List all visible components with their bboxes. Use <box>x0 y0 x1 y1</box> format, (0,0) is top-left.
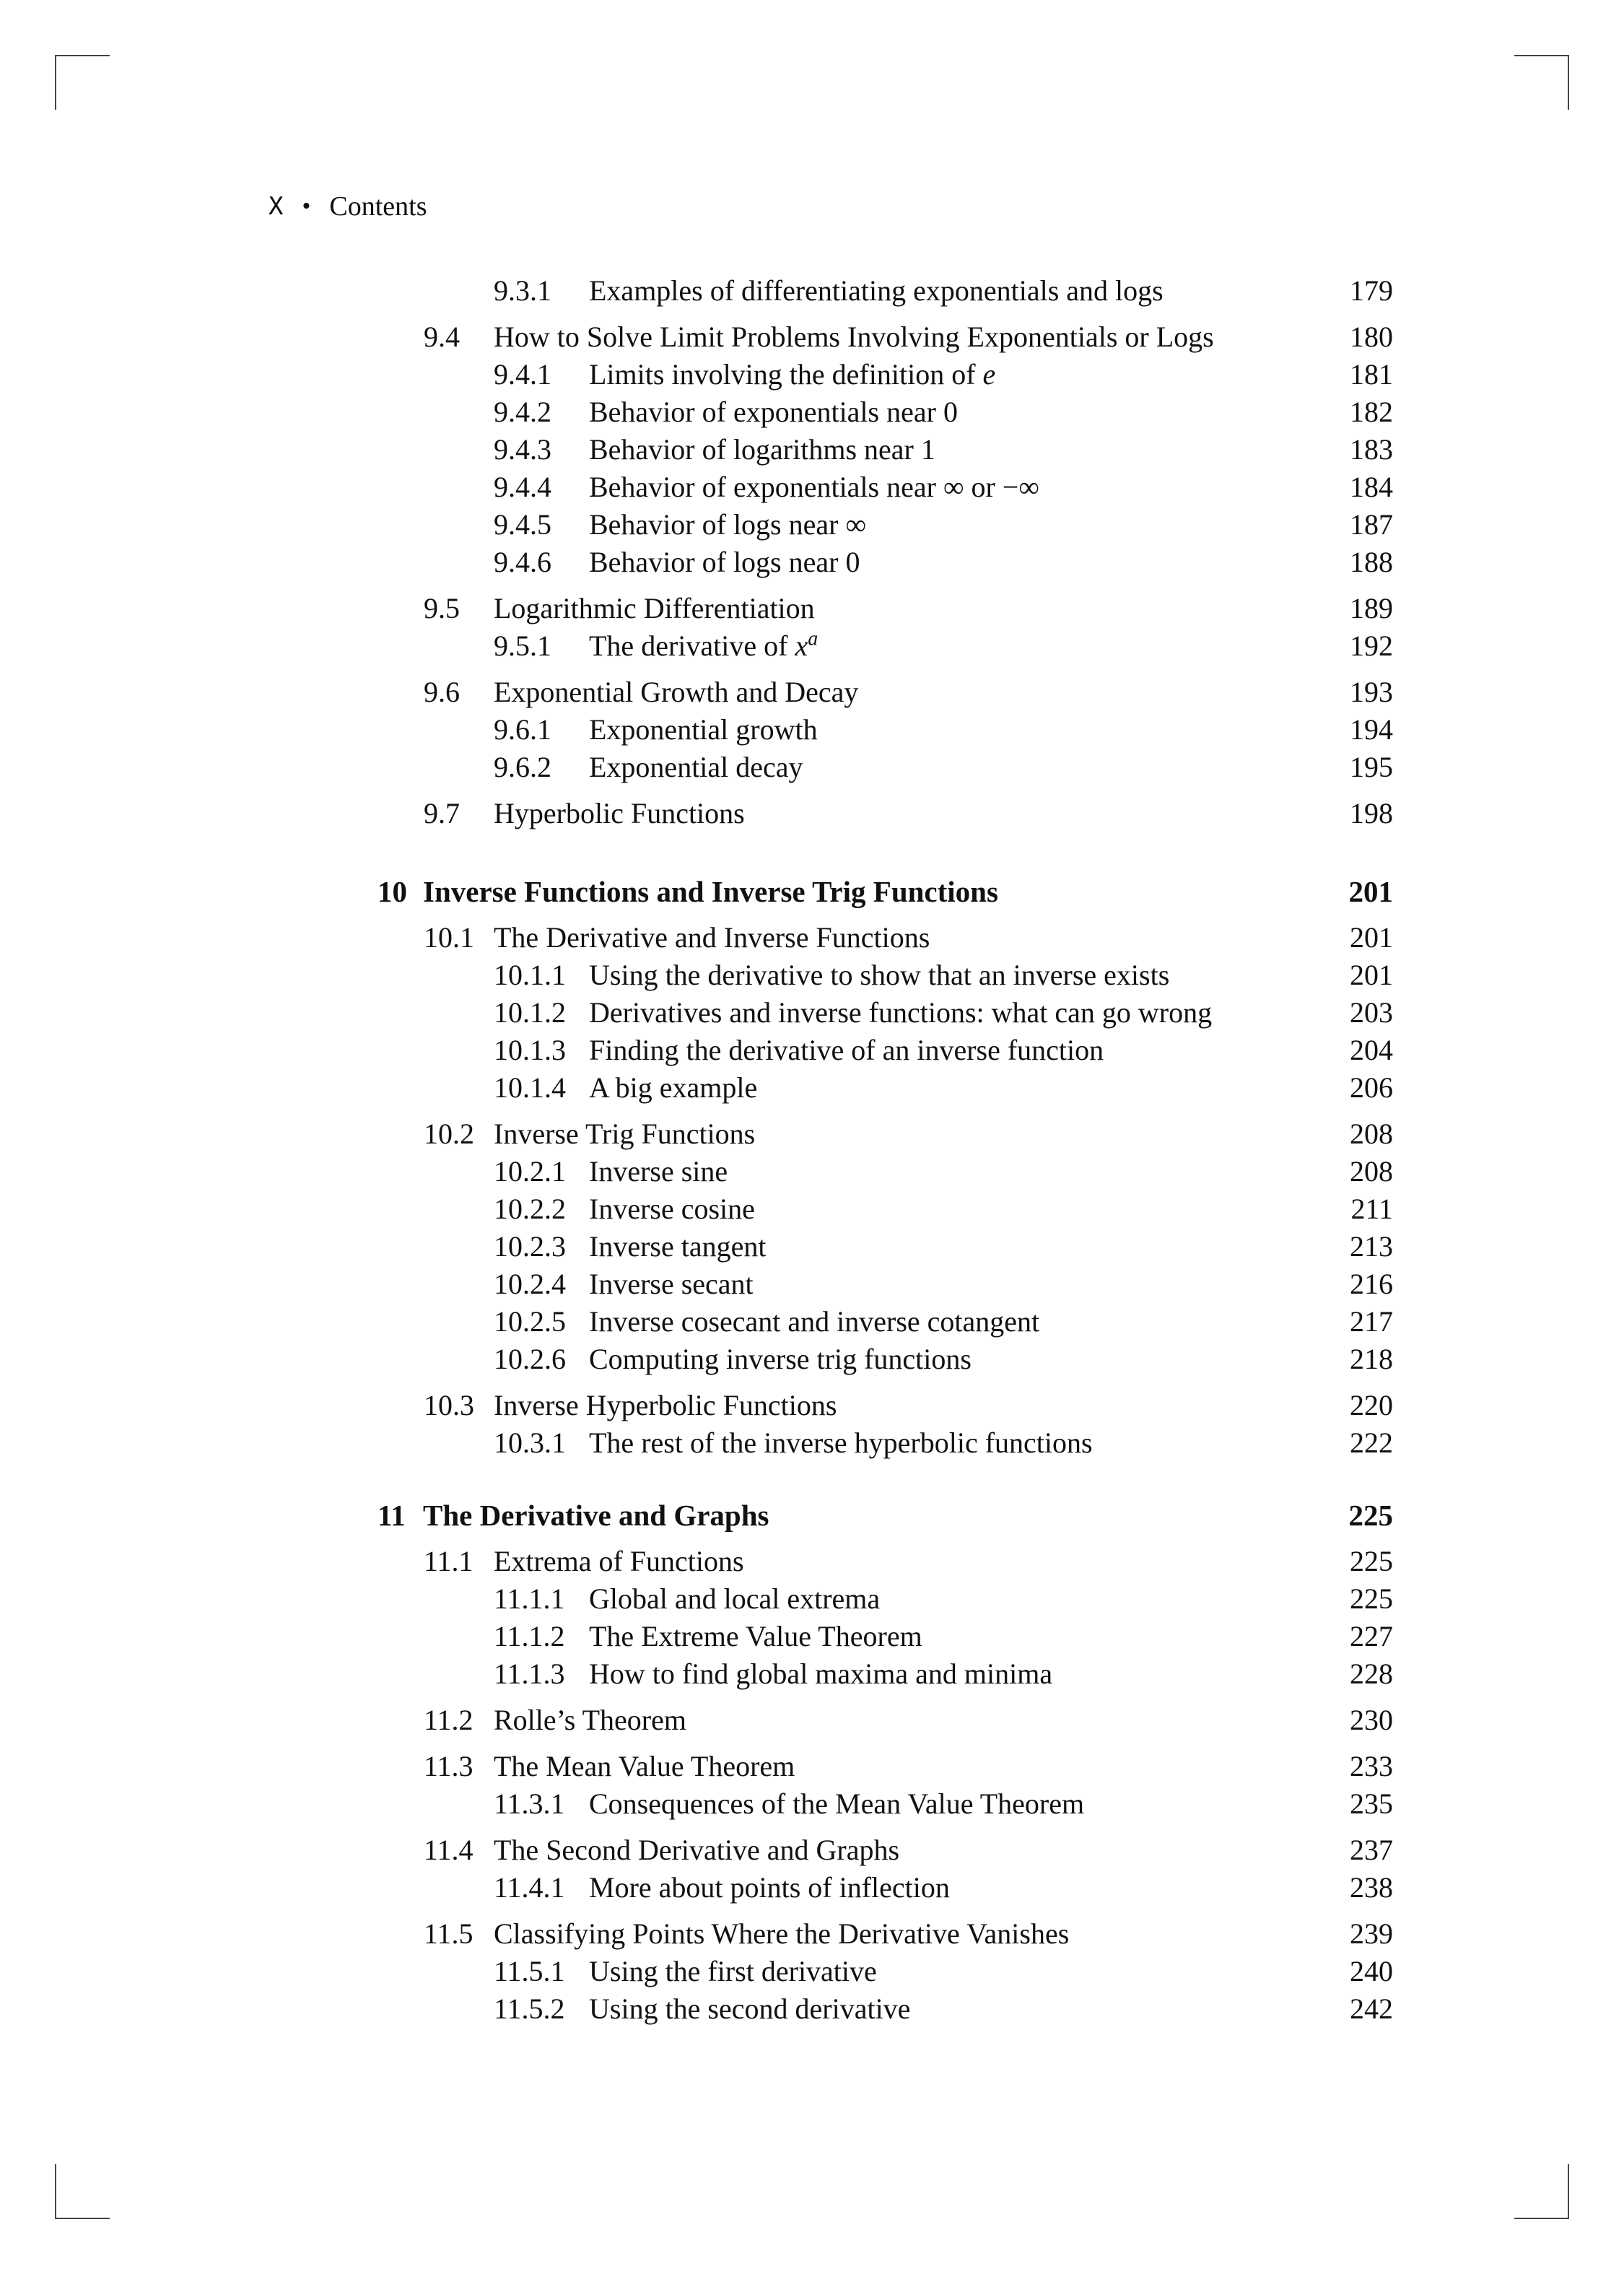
entry-number: 9.4.2 <box>494 396 551 428</box>
entry-title-text: Extrema of Functions <box>494 1545 744 1577</box>
entry-title <box>589 1785 1084 1823</box>
entry-number: 10.1.2 <box>494 996 566 1029</box>
entry-number: 10.2.4 <box>494 1268 566 1300</box>
entry-title-text: More about points of inflection <box>589 1871 950 1904</box>
entry-title <box>589 1303 1039 1341</box>
entry-number: 11.5.2 <box>494 1992 565 2025</box>
entry-page-number: 181 <box>1350 358 1393 391</box>
toc-subsection-row <box>0 627 1624 665</box>
entry-title <box>494 1831 899 1869</box>
entry-page-number: 208 <box>1350 1155 1393 1188</box>
entry-title-text: The derivative of <box>589 630 795 662</box>
toc-subsection-row <box>0 1990 1624 2028</box>
entry-title <box>589 1869 950 1907</box>
entry-title-text: The Derivative and Graphs <box>423 1499 769 1532</box>
entry-page-number: 204 <box>1350 1034 1393 1066</box>
entry-title <box>494 1543 744 1580</box>
entry-title <box>494 795 745 832</box>
entry-title <box>494 1115 755 1153</box>
toc-subsection-row <box>0 272 1624 310</box>
entry-number: 11.1.3 <box>494 1657 565 1690</box>
entry-number: 9.4.5 <box>494 508 551 541</box>
toc-section-row <box>0 1115 1624 1153</box>
entry-number: 10.3.1 <box>494 1426 566 1459</box>
entry-number: 11.1.1 <box>494 1582 565 1615</box>
entry-title <box>589 1424 1093 1462</box>
math-superscript: a <box>808 627 818 650</box>
entry-title <box>589 1265 754 1303</box>
entry-title-text: Behavior of logarithms near 1 <box>589 433 935 466</box>
entry-page-number: 235 <box>1350 1787 1393 1820</box>
entry-number: 9.6 <box>424 676 460 708</box>
entry-title <box>589 469 1039 506</box>
toc-subsection-row <box>0 1069 1624 1107</box>
entry-title-text: Using the first derivative <box>589 1955 877 1987</box>
entry-number: 9.4.1 <box>494 358 551 391</box>
entry-number: 11.1.2 <box>494 1620 565 1652</box>
entry-page-number: 230 <box>1350 1704 1393 1736</box>
toc-subsection-row <box>0 1953 1624 1990</box>
entry-number: 9.7 <box>424 797 460 829</box>
toc-chapter-row <box>0 873 1624 910</box>
entry-title <box>589 1032 1104 1069</box>
entry-title <box>423 873 998 910</box>
toc-subsection-row <box>0 1190 1624 1228</box>
entry-title <box>494 674 858 711</box>
toc-subsection-row <box>0 749 1624 786</box>
entry-title-text: Classifying Points Where the Derivative Vanishes <box>494 1917 1070 1950</box>
entry-title-text: Hyperbolic Functions <box>494 797 745 829</box>
entry-number: 10 <box>377 875 407 908</box>
entry-page-number: 203 <box>1350 996 1393 1029</box>
entry-title-text: Global and local extrema <box>589 1582 881 1615</box>
entry-page-number: 237 <box>1350 1834 1393 1866</box>
entry-title-text: Inverse Trig Functions <box>494 1118 756 1150</box>
entry-title <box>589 1069 757 1107</box>
entry-number: 10.3 <box>424 1389 474 1421</box>
entry-title-text: Inverse cosine <box>589 1193 755 1225</box>
entry-title <box>589 1618 922 1655</box>
toc-subsection-row <box>0 1869 1624 1907</box>
entry-number: 9.4.4 <box>494 471 551 503</box>
entry-title-text: Computing inverse trig functions <box>589 1343 972 1375</box>
toc-section-row <box>0 1831 1624 1869</box>
toc-section-row <box>0 1387 1624 1424</box>
entry-number: 9.3.1 <box>494 274 551 307</box>
entry-number: 10.2.6 <box>494 1343 566 1375</box>
entry-title <box>589 544 860 581</box>
entry-title <box>589 1341 972 1378</box>
entry-title-text: The rest of the inverse hyperbolic functions <box>589 1426 1093 1459</box>
entry-number: 9.4.6 <box>494 546 551 578</box>
entry-title-text: Behavior of logs near ∞ <box>589 508 866 541</box>
entry-title <box>589 994 1212 1032</box>
entry-page-number: 183 <box>1350 433 1393 466</box>
entry-number: 9.6.2 <box>494 751 551 783</box>
toc-subsection-row <box>0 1424 1624 1462</box>
math-symbol: e <box>982 358 996 391</box>
entry-page-number: 188 <box>1350 546 1393 578</box>
entry-page-number: 225 <box>1348 1499 1393 1532</box>
toc-chapter-row <box>0 1497 1624 1534</box>
toc-subsection-row <box>0 1228 1624 1265</box>
toc-subsection-row <box>0 1341 1624 1378</box>
math-symbol: x <box>795 630 808 662</box>
entry-page-number: 208 <box>1350 1118 1393 1150</box>
entry-page-number: 180 <box>1350 321 1393 353</box>
entry-title-text: Finding the derivative of an inverse function <box>589 1034 1104 1066</box>
entry-number: 10.1 <box>424 921 474 954</box>
entry-title-text: Behavior of exponentials near 0 <box>589 396 958 428</box>
entry-number: 9.4.3 <box>494 433 551 466</box>
entry-title <box>494 1915 1069 1953</box>
entry-number: 10.1.1 <box>494 959 566 991</box>
toc-subsection-row <box>0 1618 1624 1655</box>
entry-page-number: 218 <box>1350 1343 1393 1375</box>
entry-number: 10.1.3 <box>494 1034 566 1066</box>
entry-title-text: How to Solve Limit Problems Involving Exponentials or Logs <box>494 321 1214 353</box>
toc-subsection-row <box>0 469 1624 506</box>
entry-title <box>589 1153 728 1190</box>
entry-title-text: Behavior of exponentials near ∞ or −∞ <box>589 471 1039 503</box>
entry-title-text: A big example <box>589 1071 758 1104</box>
entry-title-text: Rolle’s Theorem <box>494 1704 686 1736</box>
toc-subsection-row <box>0 506 1624 544</box>
entry-page-number: 240 <box>1350 1955 1393 1987</box>
toc-subsection-row <box>0 1580 1624 1618</box>
toc-subsection-row <box>0 1153 1624 1190</box>
entry-title <box>589 356 995 393</box>
entry-title <box>589 627 818 665</box>
entry-page-number: 233 <box>1350 1750 1393 1782</box>
entry-title <box>589 1990 910 2028</box>
entry-page-number: 198 <box>1350 797 1393 829</box>
entry-page-number: 242 <box>1350 1992 1393 2025</box>
toc-section-row <box>0 318 1624 356</box>
entry-page-number: 184 <box>1350 471 1393 503</box>
entry-number: 9.5.1 <box>494 630 551 662</box>
entry-title-text: How to find global maxima and minima <box>589 1657 1053 1690</box>
entry-number: 11.4.1 <box>494 1871 565 1904</box>
entry-title <box>589 749 803 786</box>
entry-page-number: 216 <box>1350 1268 1393 1300</box>
entry-title-text: The Mean Value Theorem <box>494 1750 795 1782</box>
entry-title <box>494 1702 686 1739</box>
toc-subsection-row <box>0 544 1624 581</box>
entry-page-number: 213 <box>1350 1230 1393 1263</box>
entry-title-text: Inverse Hyperbolic Functions <box>494 1389 837 1421</box>
entry-title-text: Exponential decay <box>589 751 803 783</box>
entry-page-number: 182 <box>1350 396 1393 428</box>
entry-title-text: Behavior of logs near 0 <box>589 546 860 578</box>
entry-number: 11.4 <box>424 1834 473 1866</box>
entry-title-text: Exponential growth <box>589 713 818 746</box>
entry-page-number: 222 <box>1350 1426 1393 1459</box>
toc-subsection-row <box>0 393 1624 431</box>
entry-number: 9.6.1 <box>494 713 551 746</box>
entry-title-text: Examples of differentiating exponentials and logs <box>589 274 1164 307</box>
entry-page-number: 194 <box>1350 713 1393 746</box>
entry-title-text: The Extreme Value Theorem <box>589 1620 922 1652</box>
toc-section-row <box>0 674 1624 711</box>
entry-page-number: 201 <box>1348 875 1393 908</box>
entry-title <box>589 1580 880 1618</box>
entry-title <box>494 919 930 957</box>
entry-title <box>589 393 958 431</box>
toc-subsection-row <box>0 1265 1624 1303</box>
toc-section-row <box>0 1915 1624 1953</box>
entry-page-number: 228 <box>1350 1657 1393 1690</box>
bullet-separator: • <box>302 193 311 219</box>
toc-subsection-row <box>0 711 1624 749</box>
toc-subsection-row <box>0 356 1624 393</box>
toc-section-row <box>0 795 1624 832</box>
entry-title-text: Using the derivative to show that an inverse exists <box>589 959 1170 991</box>
entry-number: 11 <box>377 1499 406 1532</box>
toc-subsection-row <box>0 1303 1624 1341</box>
entry-title-text: Inverse tangent <box>589 1230 767 1263</box>
entry-number: 9.4 <box>424 321 460 353</box>
entry-title <box>589 506 866 544</box>
entry-page-number: 238 <box>1350 1871 1393 1904</box>
entry-number: 11.1 <box>424 1545 473 1577</box>
entry-number: 11.2 <box>424 1704 473 1736</box>
entry-page-number: 189 <box>1350 592 1393 624</box>
entry-title-text: Inverse Functions and Inverse Trig Functions <box>423 875 998 908</box>
entry-page-number: 201 <box>1350 959 1393 991</box>
toc-section-row <box>0 1543 1624 1580</box>
toc-subsection-row <box>0 431 1624 469</box>
entry-number: 11.5.1 <box>494 1955 565 1987</box>
entry-title-text: Consequences of the Mean Value Theorem <box>589 1787 1085 1820</box>
entry-title-text: Logarithmic Differentiation <box>494 592 815 624</box>
entry-title <box>589 711 818 749</box>
toc-subsection-row <box>0 1785 1624 1823</box>
entry-page-number: 192 <box>1350 630 1393 662</box>
entry-title-text: Limits involving the definition of <box>589 358 983 391</box>
entry-number: 10.1.4 <box>494 1071 566 1104</box>
entry-page-number: 201 <box>1350 921 1393 954</box>
entry-title <box>494 590 815 627</box>
entry-page-number: 225 <box>1350 1582 1393 1615</box>
entry-number: 10.2 <box>424 1118 474 1150</box>
entry-page-number: 220 <box>1350 1389 1393 1421</box>
entry-number: 10.2.1 <box>494 1155 566 1188</box>
entry-page-number: 217 <box>1350 1305 1393 1338</box>
entry-title-text: Derivatives and inverse functions: what can go wrong <box>589 996 1213 1029</box>
entry-title-text: The Derivative and Inverse Functions <box>494 921 930 954</box>
toc-subsection-row <box>0 1032 1624 1069</box>
entry-page-number: 211 <box>1350 1193 1393 1225</box>
toc-section-row <box>0 919 1624 957</box>
toc-subsection-row <box>0 994 1624 1032</box>
entry-page-number: 206 <box>1350 1071 1393 1104</box>
entry-title <box>423 1497 769 1534</box>
entry-page-number: 227 <box>1350 1620 1393 1652</box>
entry-title-text: Exponential Growth and Decay <box>494 676 859 708</box>
entry-number: 11.3 <box>424 1750 473 1782</box>
toc-subsection-row <box>0 957 1624 994</box>
entry-title-text: Inverse secant <box>589 1268 754 1300</box>
entry-title <box>589 1655 1052 1693</box>
entry-title <box>589 431 935 469</box>
entry-title <box>589 272 1164 310</box>
entry-title <box>494 1387 837 1424</box>
toc-section-row <box>0 1748 1624 1785</box>
toc-section-row <box>0 1702 1624 1739</box>
entry-page-number: 225 <box>1350 1545 1393 1577</box>
entry-title <box>494 1748 795 1785</box>
entry-title <box>589 1228 766 1265</box>
entry-number: 11.3.1 <box>494 1787 565 1820</box>
entry-title <box>589 1190 755 1228</box>
entry-title <box>494 318 1214 356</box>
entry-number: 9.5 <box>424 592 460 624</box>
entry-number: 11.5 <box>424 1917 473 1950</box>
toc-subsection-row <box>0 1655 1624 1693</box>
page-folio: X <box>269 192 284 221</box>
entry-title-text: Inverse sine <box>589 1155 728 1188</box>
entry-number: 10.2.2 <box>494 1193 566 1225</box>
entry-page-number: 239 <box>1350 1917 1393 1950</box>
entry-page-number: 179 <box>1350 274 1393 307</box>
entry-title-text: Using the second derivative <box>589 1992 911 2025</box>
entry-number: 10.2.3 <box>494 1230 566 1263</box>
entry-page-number: 195 <box>1350 751 1393 783</box>
entry-title <box>589 957 1169 994</box>
entry-title <box>589 1953 877 1990</box>
entry-title-text: The Second Derivative and Graphs <box>494 1834 900 1866</box>
entry-page-number: 187 <box>1350 508 1393 541</box>
entry-title-text: Inverse cosecant and inverse cotangent <box>589 1305 1040 1338</box>
toc-section-row <box>0 590 1624 627</box>
running-head-title: Contents <box>329 191 427 222</box>
entry-page-number: 193 <box>1350 676 1393 708</box>
entry-number: 10.2.5 <box>494 1305 566 1338</box>
